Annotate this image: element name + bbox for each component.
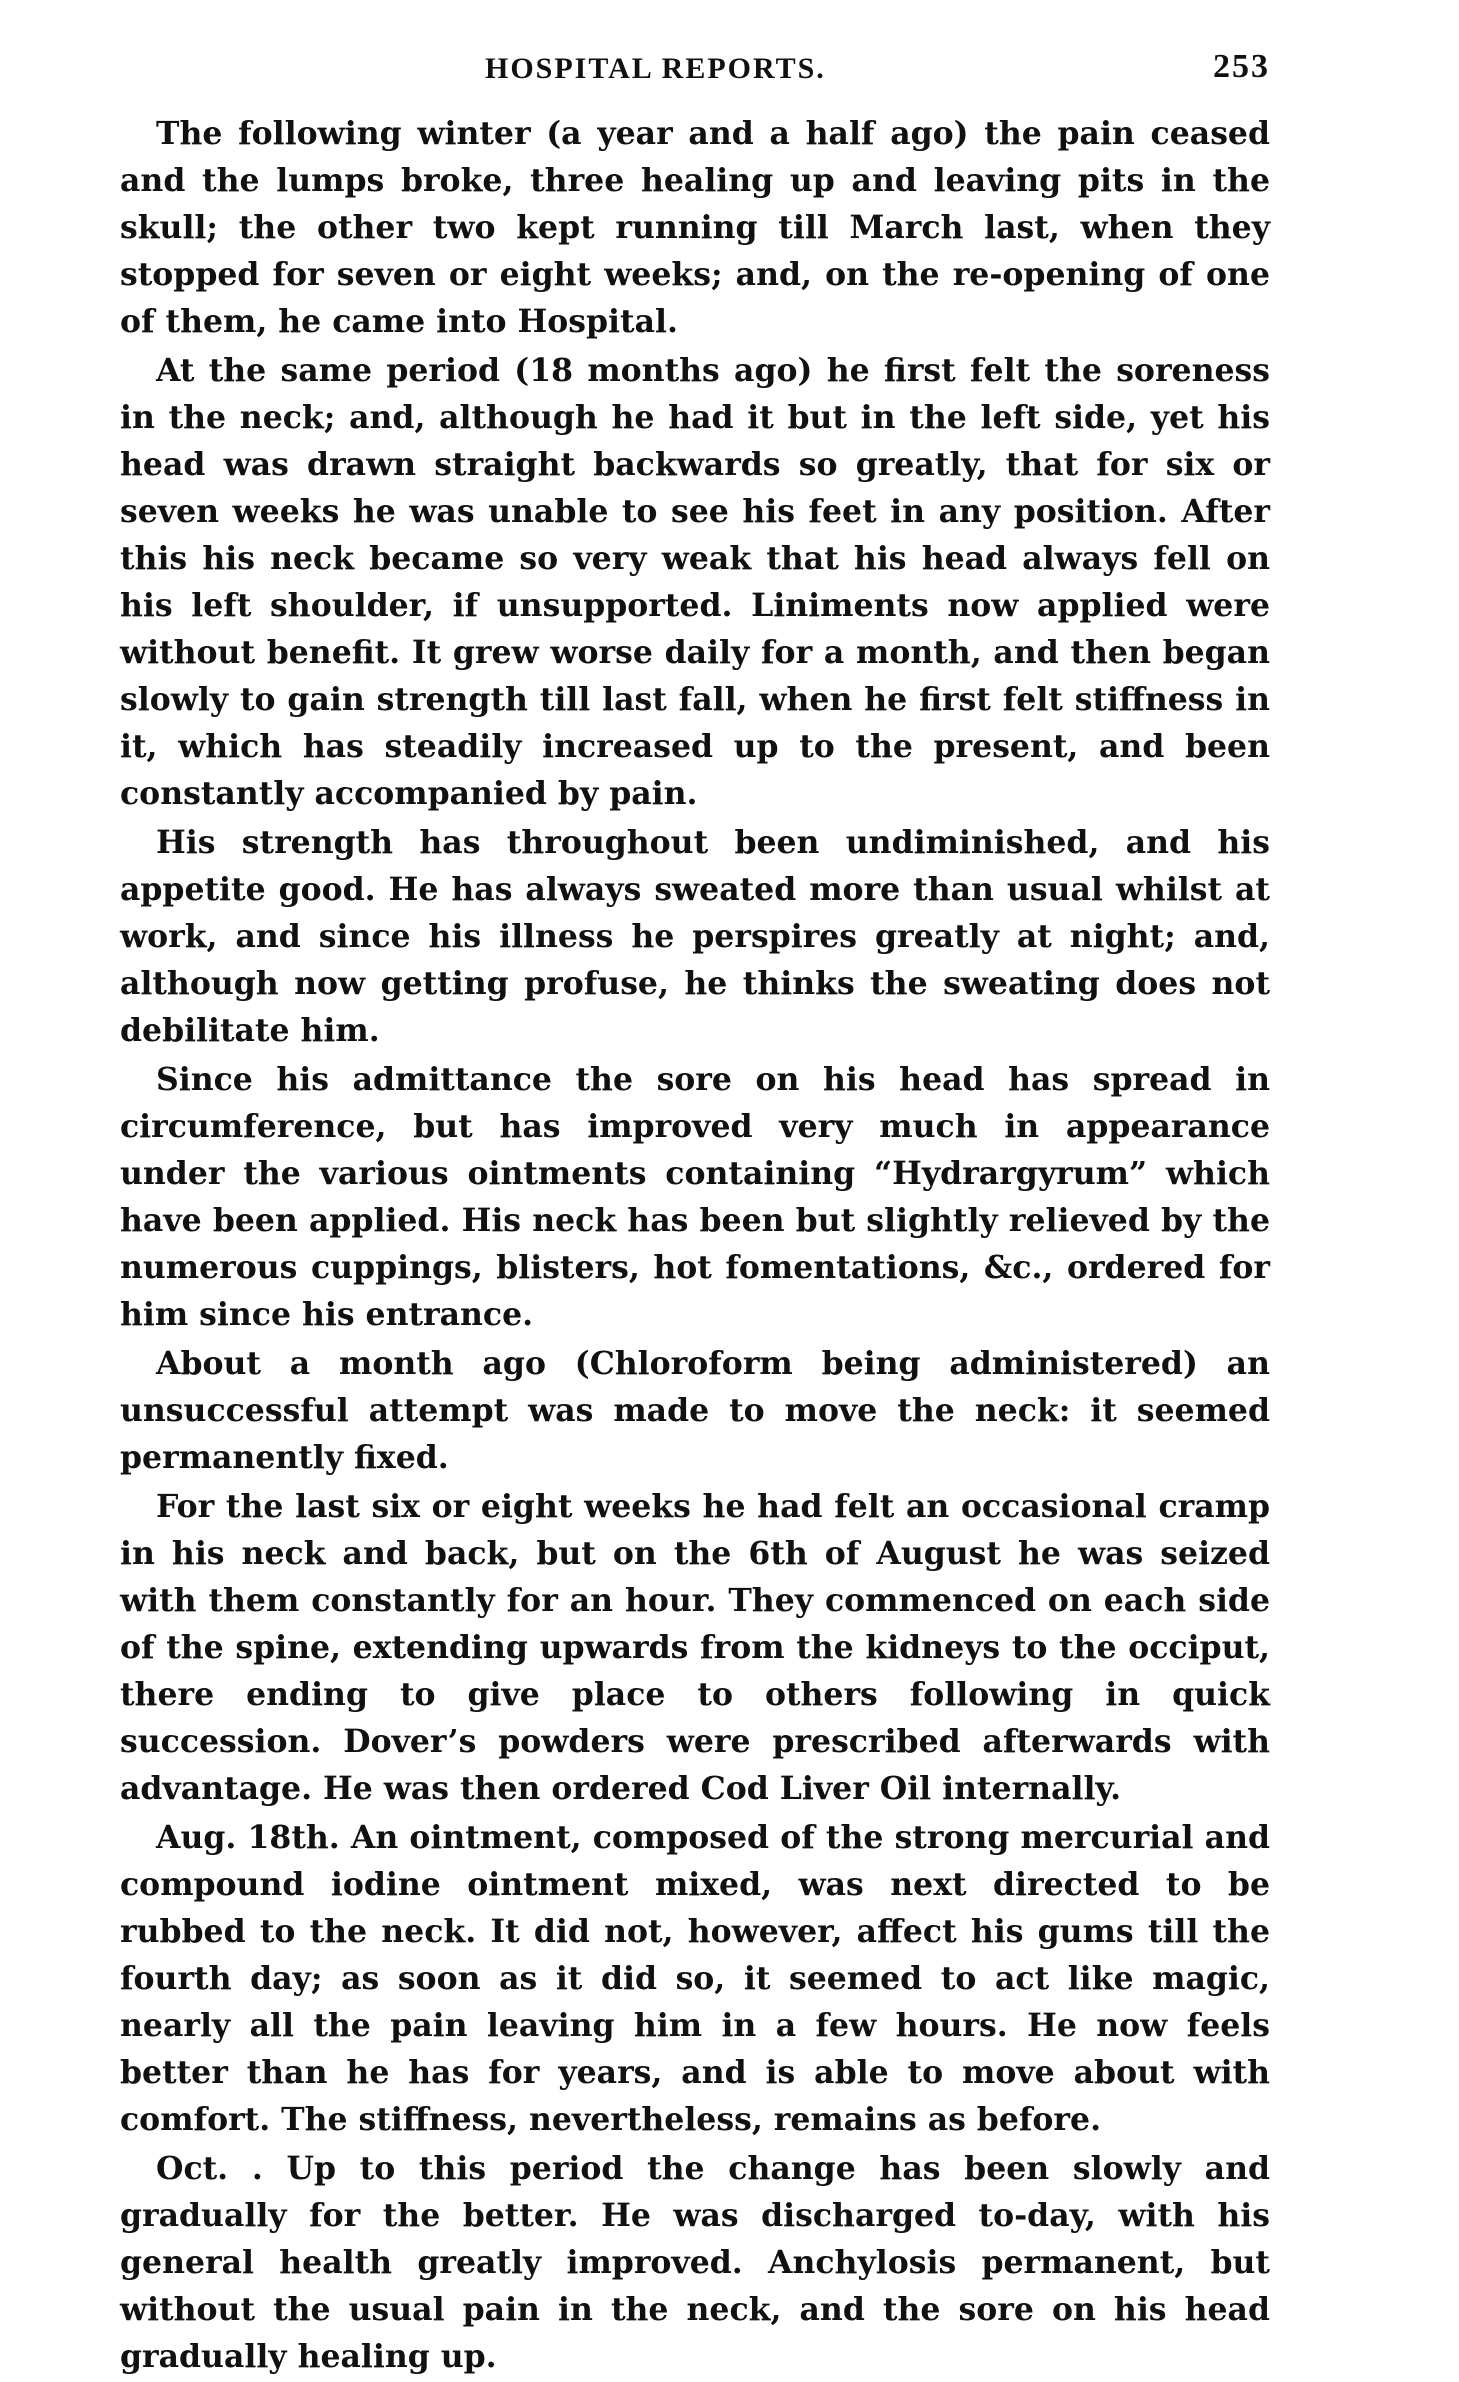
paragraph: For the last six or eight weeks he had felt an occasional cramp in his neck and back, but on the 6th of August he was seized with them constantly for an hour. They commenced on each side of the spine, extending upwards from the kidneys to the occiput, there ending to give place to others following in quick succession. Dover’s powders were prescribed afterwards with advantage. He was then ordered Cod Liver Oil internally.	[120, 1488, 1270, 1807]
paragraph: The following winter (a year and a half ago) the pain ceased and the lumps broke, three healing up and leaving pits in the skull; the other two kept running till March last, when they stopped for seven or eight weeks; and, on the re-opening of one of them, he came into Hospital.	[120, 115, 1270, 340]
paragraph: Aug. 18th. An ointment, composed of the strong mercurial and compound iodine ointment mixed, was next directed to be rubbed to the neck. It did not, however, affect his gums till the fourth day; as soon as it did so, it seemed to act like magic, nearly all the pain leaving him in a few hours. He now feels better than he has for years, and is able to move about with comfort. The stiffness, nevertheless, remains as before.	[120, 1819, 1270, 2138]
running-head	[120, 40, 1270, 110]
body-text	[120, 110, 1270, 2380]
paragraph: About a month ago (Chloroform being administered) an unsuccessful attempt was made to move the neck: it seemed permanently fixed.	[120, 1345, 1270, 1476]
page-number: 253	[1213, 48, 1270, 85]
paragraph: Since his admittance the sore on his head has spread in circumference, but has improved very much in appearance under the various ointments containing “Hydrargyrum” which have been applied. His neck has been but slightly relieved by the numerous cuppings, blisters, hot fomentations, &c., ordered for him since his entrance.	[120, 1061, 1270, 1333]
paragraph: At the same period (18 months ago) he first felt the soreness in the neck; and, although he had it but in the left side, yet his head was drawn straight backwards so greatly, that for six or seven weeks he was unable to see his feet in any position. After this his neck became so very weak that his head always fell on his left shoulder, if unsupported. Liniments now applied were without benefit. It grew worse daily for a month, and then began slowly to gain strength till last fall, when he first felt stiffness in it, which has steadily increased up to the present, and been constantly accompanied by pain.	[120, 352, 1270, 812]
paragraph: His strength has throughout been undiminished, and his appetite good. He has always sweated more than usual whilst at work, and since his illness he perspires greatly at night; and, although now getting profuse, he thinks the sweating does not debilitate him.	[120, 824, 1270, 1049]
document-page	[120, 40, 1270, 2382]
running-title: HOSPITAL REPORTS.	[485, 52, 826, 85]
paragraph: Oct. . Up to this period the change has been slowly and gradually for the better. He was discharged to-day, with his general health greatly improved. Anchylosis permanent, but without the usual pain in the neck, and the sore on his head gradually healing up.	[120, 2150, 1270, 2375]
